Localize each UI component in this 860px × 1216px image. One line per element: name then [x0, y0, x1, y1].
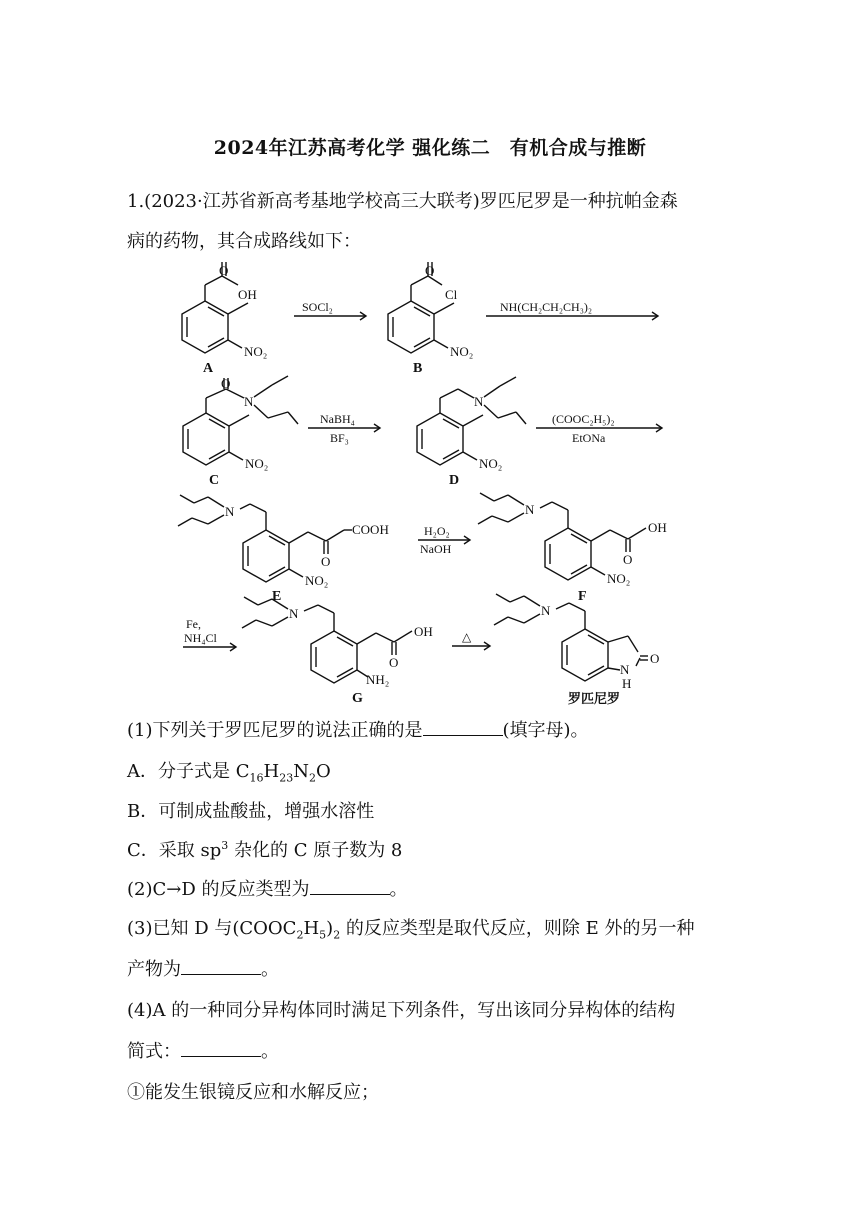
compound-a-structure — [182, 262, 248, 353]
atom-o-ropinirole: O — [650, 651, 660, 666]
label-c: C — [209, 473, 220, 488]
atom-nh-ropinirole: N — [620, 662, 630, 677]
condition-cd-bottom: BF₃ — [330, 431, 349, 445]
label-g: G — [352, 691, 363, 706]
label-f: F — [578, 589, 587, 604]
sub3-s1: 2 — [296, 928, 304, 942]
answer-blank-4[interactable] — [181, 1038, 261, 1057]
option-a-sub-2: 23 — [279, 771, 294, 785]
sub-question-4-condition-1: ①能发生银镜反应和水解反应； — [127, 1082, 379, 1103]
condition-ef-top: H₂O₂ — [424, 524, 450, 538]
compound-d-structure — [417, 377, 526, 465]
condition-ab: SOCl₂ — [302, 300, 333, 314]
option-c-sup: 3 — [221, 839, 229, 852]
atom-o-a: O — [219, 263, 229, 278]
option-c-pre: C．采取 sp — [127, 840, 222, 861]
condition-fg-top: Fe, — [186, 617, 201, 631]
sub3-a: (3)已知 D 与(COOC — [127, 918, 297, 939]
sub-question-4-line-2 — [127, 1037, 279, 1063]
sub4-line2-b: 。 — [261, 1041, 279, 1062]
atom-nh2-g: NH₂ — [366, 672, 390, 687]
label-a: A — [203, 361, 214, 376]
atom-no2-a: NO₂ — [244, 344, 268, 359]
condition-ef-bottom: NaOH — [420, 542, 452, 556]
atom-n-e: N — [225, 504, 235, 519]
atom-oh-a: OH — [238, 287, 257, 302]
answer-blank-3[interactable] — [181, 956, 261, 975]
atom-o-e: O — [321, 554, 331, 569]
sub1-stem-a: (1)下列关于罗匹尼罗的说法正确的是 — [127, 720, 423, 741]
option-a — [127, 757, 331, 785]
option-a-sub-1: 16 — [249, 771, 264, 785]
option-a-n: N — [293, 761, 309, 782]
atom-cl-b: Cl — [445, 287, 458, 302]
intro-line-2: 病的药物，其合成路线如下： — [127, 231, 361, 252]
answer-blank-2[interactable] — [310, 876, 390, 895]
atom-cooh-e: COOH — [352, 522, 389, 537]
condition-fg-bottom: NH₄Cl — [184, 631, 217, 645]
atom-n-g: N — [289, 606, 299, 621]
sub-question-4-line-1: (4)A 的一种同分异构体同时满足下列条件，写出该同分异构体的结构 — [127, 1000, 676, 1021]
sub2-stem-a: (2)C→D 的反应类型为 — [127, 879, 310, 900]
sub-question-3-line-1 — [127, 914, 695, 942]
answer-blank-1[interactable] — [423, 717, 503, 736]
atom-n-ropinirole: N — [541, 603, 551, 618]
compound-b-structure — [388, 262, 454, 353]
atom-oh-g: OH — [414, 624, 433, 639]
option-a-h: H — [263, 761, 280, 782]
atom-n-d: N — [474, 394, 484, 409]
sub3-line2-b: 。 — [261, 959, 279, 980]
option-c — [127, 836, 402, 862]
sub3-d: 的反应类型是取代反应，则除 E 外的另一种 — [340, 918, 695, 939]
condition-bc: NH(CH₂CH₂CH₃)₂ — [500, 300, 593, 314]
sub3-b: H — [303, 918, 320, 939]
atom-o-f: O — [623, 552, 633, 567]
atom-n-c: N — [244, 394, 254, 409]
sub-question-1 — [127, 716, 589, 742]
atom-o-g: O — [389, 655, 399, 670]
atom-no2-d: NO₂ — [479, 456, 503, 471]
label-d: D — [449, 473, 460, 488]
sub1-stem-b: (填字母)。 — [502, 720, 589, 741]
label-b: B — [413, 361, 423, 376]
sub4-line2-a: 简式： — [127, 1041, 181, 1062]
option-a-sub-3: 2 — [308, 771, 316, 785]
page-title: 2024年江苏高考化学 强化练二 有机合成与推断 — [213, 137, 647, 159]
intro-line-1: 1.(2023·江苏省新高考基地学校高三大联考)罗匹尼罗是一种抗帕金森 — [127, 191, 678, 212]
sub-question-2 — [127, 875, 408, 901]
sub-question-3-line-2 — [127, 955, 279, 981]
atom-n-f: N — [525, 502, 535, 517]
condition-de-top: (COOC₂H₅)₂ — [552, 412, 615, 426]
sub3-s3: 2 — [333, 928, 341, 942]
option-a-o: O — [315, 761, 331, 782]
atom-no2-f: NO₂ — [607, 571, 631, 586]
condition-heat: △ — [462, 630, 472, 644]
sub3-c: ) — [326, 918, 334, 939]
compound-g-structure — [242, 597, 412, 683]
condition-de-bottom: EtONa — [572, 431, 606, 445]
atom-no2-c: NO₂ — [245, 456, 269, 471]
option-c-post: 杂化的 C 原子数为 8 — [228, 840, 403, 861]
compound-f-structure — [478, 493, 646, 580]
option-b: B．可制成盐酸盐，增强水溶性 — [127, 801, 375, 822]
label-e: E — [272, 589, 282, 604]
atom-oh-f: OH — [648, 520, 667, 535]
compound-c-structure — [183, 376, 298, 465]
condition-cd-top: NaBH₄ — [320, 412, 355, 426]
sub3-s2: 5 — [319, 928, 327, 942]
atom-h-ropinirole: H — [622, 676, 632, 691]
option-a-pre: A．分子式是 C — [127, 761, 250, 782]
sub3-line2-a: 产物为 — [127, 959, 181, 980]
label-ropinirole: 罗匹尼罗 — [568, 692, 621, 707]
atom-no2-b: NO₂ — [450, 344, 474, 359]
atom-o-c: O — [221, 376, 231, 391]
atom-no2-e: NO₂ — [305, 573, 329, 588]
sub2-stem-b: 。 — [389, 879, 408, 900]
atom-o-b: O — [425, 263, 435, 278]
